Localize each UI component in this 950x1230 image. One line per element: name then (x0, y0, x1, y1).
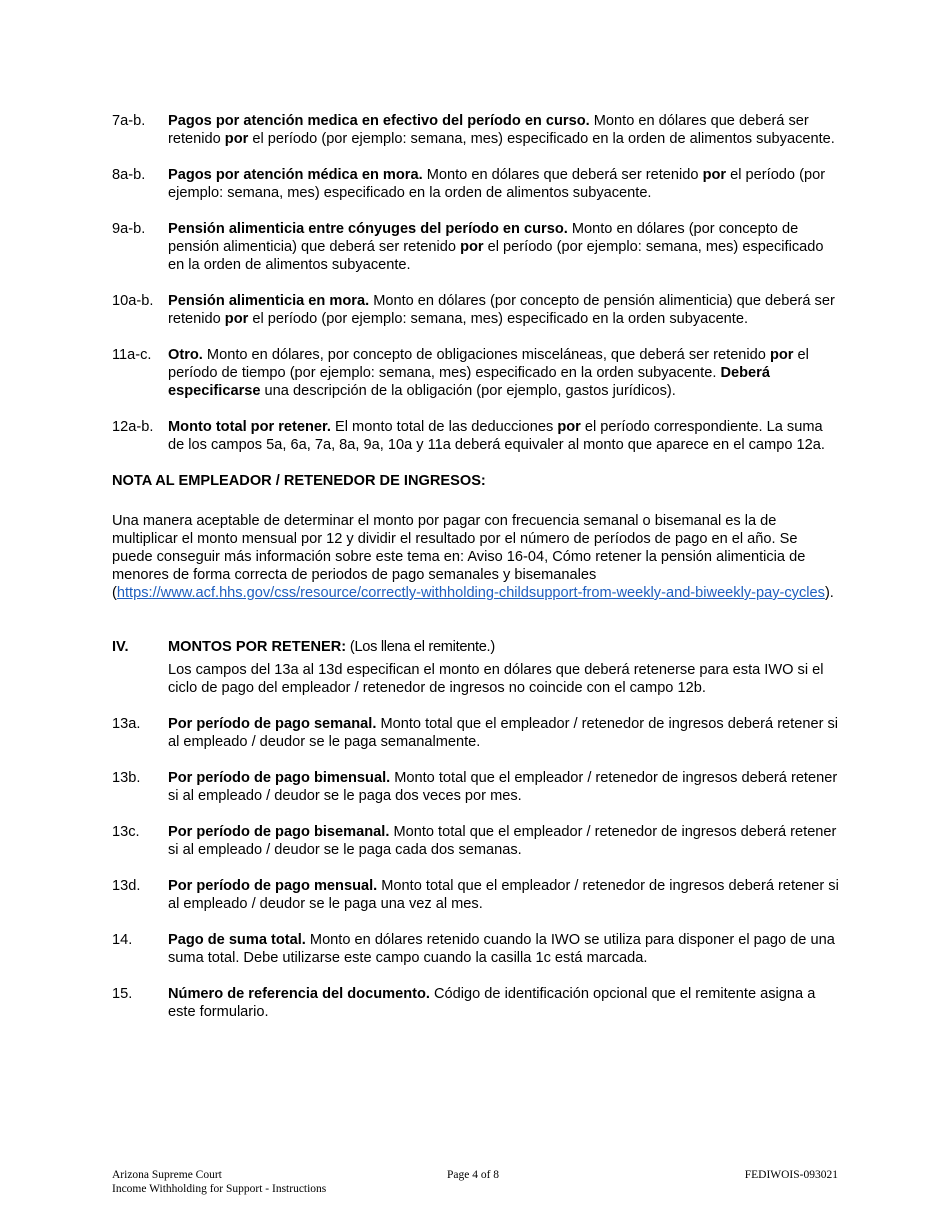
item-title: Por período de pago semanal. (168, 716, 377, 732)
nota-paragraph (112, 512, 842, 602)
item-desc: Monto total que el empleador / retenedor de ingresos deberá retener si al empleado / deudor se le paga una vez al mes. (168, 878, 839, 912)
item-text (168, 985, 842, 1021)
item-number: 13d. (112, 878, 141, 894)
item-text (168, 166, 842, 202)
item-title: Otro. (168, 347, 203, 363)
nota-after: ). (824, 585, 834, 601)
item-text (168, 877, 842, 913)
item-number: 13c. (112, 824, 140, 840)
item-text (168, 346, 842, 400)
item-desc: el período correspondiente. La suma de los campos 5a, 6a, 7a, 8a, 9a, 10a y 11a deberá equivaler al monto que aparece en el campo 12a. (168, 419, 825, 453)
item-title: Por período de pago bisemanal. (168, 824, 390, 840)
item-text (168, 931, 842, 967)
item-desc: una descripción de la obligación (por ejemplo, gastos jurídicos). (260, 383, 676, 399)
item-emphasis: Deberá especificarse (168, 365, 770, 399)
item-title: Pensión alimenticia entre cónyuges del período en curso. (168, 221, 568, 237)
item-desc: el período (por ejemplo: semana, mes) especificado en la orden de alimentos subyacente. (168, 167, 826, 201)
item-desc: el período (por ejemplo: semana, mes) especificado en la orden subyacente. (248, 311, 749, 327)
item-12 (112, 418, 842, 454)
item-title: Pago de suma total. (168, 932, 306, 948)
item-desc: el período de tiempo (por ejemplo: semana, mes) especificado en la orden subyacente. (168, 347, 809, 381)
item-desc: Monto total que el empleador / retenedor de ingresos deberá retener si al empleado / deudor se le paga semanalmente. (168, 716, 839, 750)
list-item (112, 220, 842, 274)
item-text (168, 769, 842, 805)
section-number: IV. (112, 639, 129, 655)
item-text (168, 715, 842, 751)
item-number: 7a-b. (112, 113, 146, 129)
item-text (168, 112, 842, 148)
item-text (168, 292, 842, 328)
item-desc: Monto en dólares (por concepto de pensión alimenticia) que deberá ser retenido (168, 293, 835, 327)
item-emphasis: por (224, 311, 249, 327)
footer-left (112, 1168, 326, 1196)
nota-link[interactable]: https://www.acf.hhs.gov/css/resource/correctly-withholding-childsupport-from-weekly-and-biweekly-pay-cycles (116, 585, 825, 601)
item-emphasis: por (224, 131, 249, 147)
item-emphasis: por (702, 167, 727, 183)
list-item (112, 166, 842, 202)
nota-heading: NOTA AL EMPLEADOR / RETENEDOR DE INGRESOS: (112, 473, 486, 489)
document-body (112, 112, 842, 1039)
section-title: MONTOS POR RETENER: (168, 639, 347, 655)
item-desc: Monto en dólares retenido cuando la IWO se utiliza para disponer el pago de una suma total. Debe utilizarse este campo cuando la casilla 1c está marcada. (168, 932, 835, 966)
item-11 (112, 346, 842, 400)
item-number: 13a. (112, 716, 141, 732)
footer-form-title: Income Withholding for Support - Instructions (112, 1183, 327, 1195)
item-desc: Monto en dólares que deberá ser retenido (168, 113, 809, 147)
footer-court: Arizona Supreme Court (112, 1169, 222, 1181)
item-number: 10a-b. (112, 293, 154, 309)
item-title: Pensión alimenticia en mora. (168, 293, 370, 309)
list-item (112, 715, 842, 751)
item-title: Pagos por atención médica en mora. (168, 167, 423, 183)
item-desc: Monto en dólares (por concepto de pensión alimenticia) que deberá ser retenido (168, 221, 799, 255)
item-title: Monto total por retener. (168, 419, 331, 435)
item-number: 15. (112, 986, 133, 1002)
list-item (112, 112, 842, 148)
list-item (112, 931, 842, 967)
item-desc: El monto total de las deducciones (330, 419, 558, 435)
item-desc: Monto en dólares que deberá ser retenido (422, 167, 703, 183)
item-text (168, 220, 842, 274)
item-number: 11a-c. (112, 347, 152, 363)
section-iv-heading (112, 638, 842, 656)
items-13-to-15 (112, 715, 842, 1021)
item-number: 8a-b. (112, 167, 146, 183)
item-desc: Código de identificación opcional que el remitente asigna a este formulario. (168, 986, 816, 1020)
item-desc: el período (por ejemplo: semana, mes) especificado en la orden de alimentos subyacente. (168, 239, 824, 273)
list-item (112, 823, 842, 859)
section-title-line (168, 638, 842, 656)
section-iv-description: Los campos del 13a al 13d especifican el monto en dólares que deberá retenerse para esta IWO si el ciclo de pago del empleador / retenedor de ingresos no coincide con el campo 12b. (168, 662, 824, 696)
item-title: Por período de pago mensual. (168, 878, 378, 894)
page-number: Page 4 of 8 (447, 1169, 500, 1181)
item-number: 13b. (112, 770, 141, 786)
item-emphasis: por (769, 347, 794, 363)
section-subtitle: (Los llena el remitente.) (346, 639, 495, 655)
item-number: 12a-b. (112, 419, 154, 435)
nota-text: Una manera aceptable de determinar el monto por pagar con frecuencia semanal o bisemanal es la de multiplicar el monto mensual por 12 y dividir el resultado por el número de períodos de pago en el año. Se puede conseguir más información sobre este tema en: Aviso 16-04, Cómo retener la pensión alimenticia de menores de forma correcta de periodos de pago semanales y bisemanales ( (112, 513, 806, 601)
item-desc: Monto total que el empleador / retenedor de ingresos deberá retener si al empleado / deudor se le paga cada dos semanas. (168, 824, 837, 858)
list-item (112, 292, 842, 328)
item-emphasis: por (460, 239, 484, 255)
item-number: 14. (112, 932, 133, 948)
items-7-to-10 (112, 112, 842, 328)
item-desc: Monto total que el empleador / retenedor de ingresos deberá retener si al empleado / deudor se le paga dos veces por mes. (168, 770, 838, 804)
item-desc: el período (por ejemplo: semana, mes) especificado en la orden de alimentos subyacente. (248, 131, 835, 147)
item-desc: Monto en dólares, por concepto de obligaciones misceláneas, que deberá ser retenido (202, 347, 770, 363)
item-title: Número de referencia del documento. (168, 986, 430, 1002)
list-item (112, 985, 842, 1021)
list-item (112, 877, 842, 913)
item-text (168, 418, 842, 454)
form-code: FEDIWOIS-093021 (744, 1169, 838, 1181)
item-title: Por período de pago bimensual. (168, 770, 391, 786)
list-item (112, 769, 842, 805)
item-text (168, 823, 842, 859)
item-title: Pagos por atención medica en efectivo del período en curso. (168, 113, 590, 129)
item-number: 9a-b. (112, 221, 146, 237)
item-emphasis: por (557, 419, 581, 435)
